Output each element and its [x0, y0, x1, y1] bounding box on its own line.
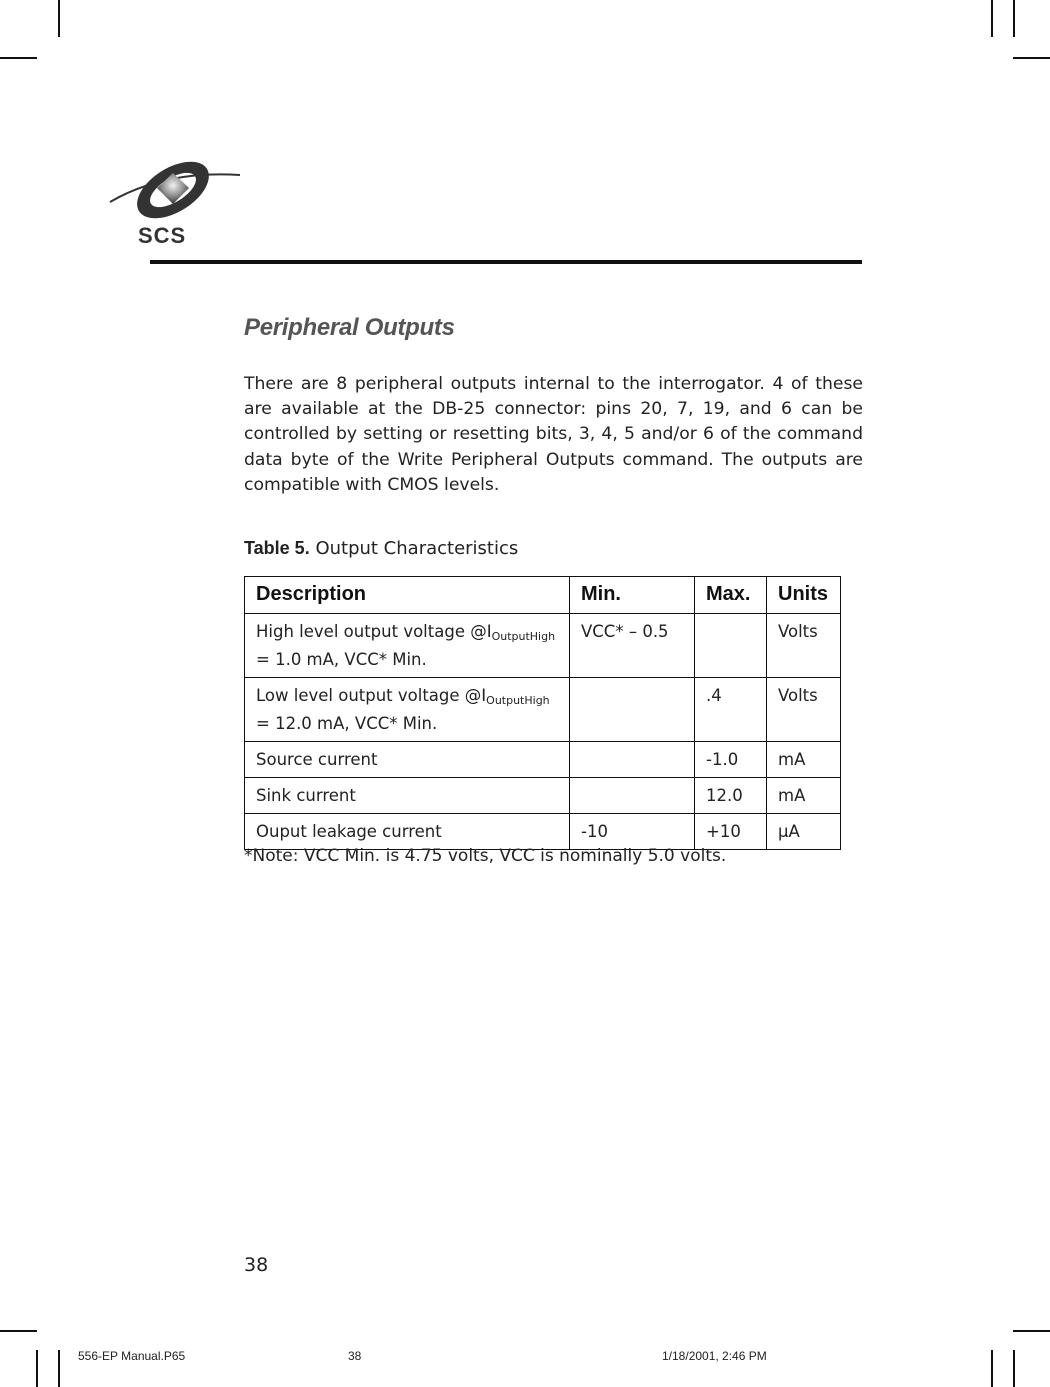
- table-row: [245, 742, 841, 778]
- footer-page: 38: [348, 1349, 362, 1363]
- logo-text: SCS: [138, 223, 187, 248]
- header-min: Min.: [570, 577, 695, 614]
- footer-filename: 556-EP Manual.P65: [78, 1349, 186, 1363]
- table-row: [245, 814, 841, 850]
- header-rule: [150, 260, 862, 264]
- cell-units: mA: [767, 742, 841, 778]
- table-caption-label: Table 5.: [244, 538, 310, 558]
- cell-max: [695, 614, 767, 678]
- cell-units: μA: [767, 814, 841, 850]
- table-caption: [244, 538, 518, 559]
- crop-mark: [991, 1350, 993, 1387]
- page-number: 38: [244, 1254, 269, 1276]
- cell-description: Source current: [245, 742, 570, 778]
- header-max: Max.: [695, 577, 767, 614]
- cell-min: [570, 678, 695, 742]
- cell-max: .4: [695, 678, 767, 742]
- section-title: Peripheral Outputs: [244, 314, 455, 341]
- output-characteristics-table: [244, 576, 841, 850]
- cell-max: -1.0: [695, 742, 767, 778]
- header-units: Units: [767, 577, 841, 614]
- cell-units: Volts: [767, 614, 841, 678]
- cell-description: Low level output voltage $@I_{OutputHigh}$ = 12.0 mA, VCC* Min.: [245, 678, 570, 742]
- crop-mark: [991, 0, 993, 37]
- cell-min: [570, 742, 695, 778]
- body-paragraph: There are 8 peripheral outputs internal to the interrogator. 4 of these are available at the DB-25 connector: pins 20, 7, 19, and 6 can be controlled by setting or resetting bits, 3, 4, 5 and/or 6 of the command data byte of the Write Peripheral Outputs command. The outputs are compatible with CMOS levels.: [244, 374, 863, 495]
- cell-min: VCC* – 0.5: [570, 614, 695, 678]
- scs-logo: [105, 150, 245, 250]
- table-header-row: [245, 577, 841, 614]
- table-row: [245, 678, 841, 742]
- crop-mark: [58, 1350, 60, 1387]
- header-description: Description: [245, 577, 570, 614]
- cell-units: mA: [767, 778, 841, 814]
- crop-mark: [1013, 1350, 1015, 1387]
- table-note: *Note: VCC Min. is 4.75 volts, VCC is nominally 5.0 volts.: [244, 846, 727, 866]
- cell-max: +10: [695, 814, 767, 850]
- table-row: [245, 614, 841, 678]
- table-caption-text: Output Characteristics: [315, 538, 519, 559]
- crop-mark: [36, 1350, 38, 1387]
- crop-mark: [1013, 57, 1050, 59]
- cell-units: Volts: [767, 678, 841, 742]
- footer-timestamp: 1/18/2001, 2:46 PM: [662, 1349, 767, 1363]
- cell-min: [570, 778, 695, 814]
- cell-min: -10: [570, 814, 695, 850]
- cell-description: Sink current: [245, 778, 570, 814]
- cell-max: 12.0: [695, 778, 767, 814]
- crop-mark: [1013, 1330, 1050, 1332]
- cell-description: High level output voltage $@I_{OutputHigh}$ = 1.0 mA, VCC* Min.: [245, 614, 570, 678]
- cell-description: Ouput leakage current: [245, 814, 570, 850]
- crop-mark: [0, 57, 37, 59]
- table-row: [245, 778, 841, 814]
- crop-mark: [1013, 0, 1015, 37]
- crop-mark: [0, 1330, 37, 1332]
- crop-mark: [58, 0, 60, 37]
